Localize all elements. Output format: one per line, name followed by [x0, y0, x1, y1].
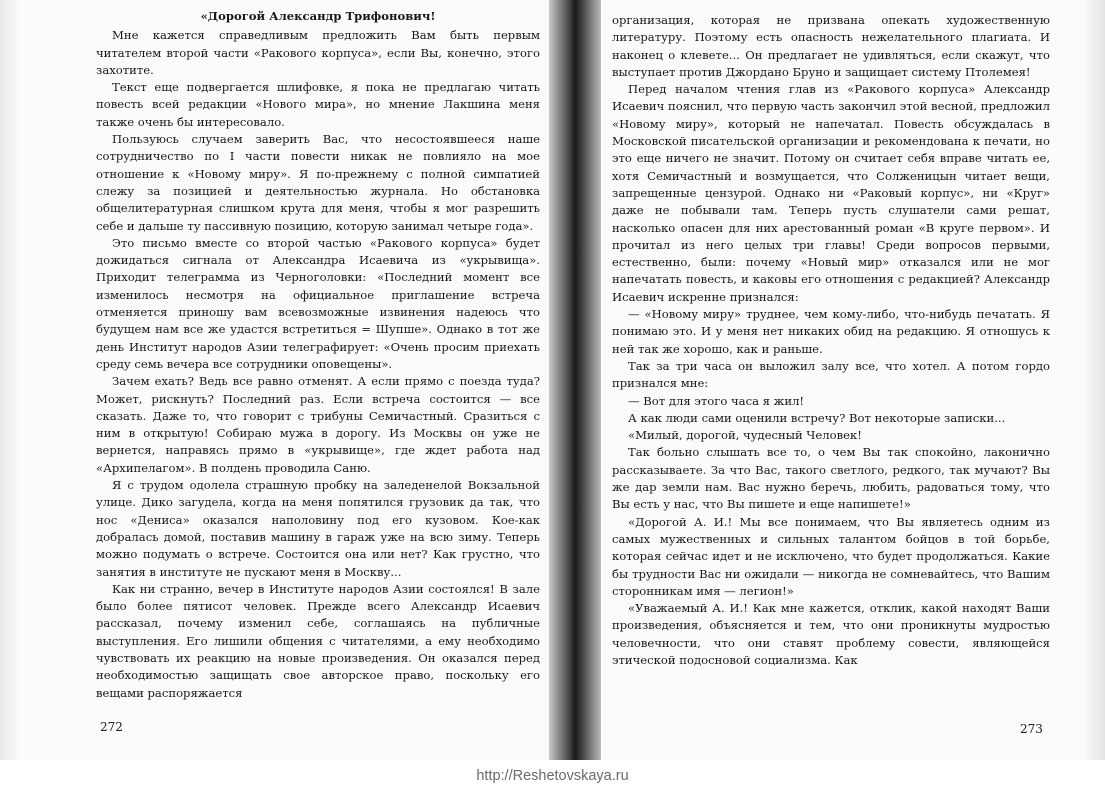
left-paragraph: Зачем ехать? Ведь все равно отменят. А если прямо с поезда туда? Может, рискнуть? Последний раз. Если встреча состоится — все сказать. Даже то, что говорит с трибуны Семичастный. Сразиться с ним в открытую! Собираю мужа в дорогу. Из Москвы он уже не вернется, направясь прямо в «укрывище», где ждет работа над «Архипелагом». В полдень проводила Саню. [96, 374, 540, 475]
source-url[interactable]: http://Reshetovskaya.ru [476, 768, 629, 784]
right-page-edge [1083, 0, 1105, 760]
right-paragraph: — Вот для этого часа я жил! [628, 393, 805, 408]
right-paragraph: Так за три часа он выложил залу все, что хотел. А потом гордо признался мне: [612, 358, 1050, 391]
right-paragraph: — «Новому миру» труднее, чем кому-либо, что-нибудь печатать. Я понимаю это. И у меня нет никаких обид на редакцию. Я отношусь к ней так же хорошо, как и раньше. [612, 307, 1050, 356]
left-page [96, 8, 540, 768]
left-paragraph: Текст еще подвергается шлифовке, я пока не предлагаю читать повесть всей редакции «Нового мира», но мнение Лакшина меня также очень бы интересовало. [96, 80, 540, 129]
right-page [612, 12, 1050, 772]
book-gutter [549, 0, 601, 760]
right-paragraph: «Милый, дорогой, чудесный Человек! [628, 428, 862, 443]
left-paragraph: Пользуюсь случаем заверить Вас, что несостоявшееся наше сотрудничество по I части повести никак не повлияло на мое отношение к «Новому миру». Я по-прежнему с полной симпатией слежу за позицией и деятельностью журнала. Но обстановка общелитературная слишком крута для меня, чтобы я мог разрешить себе и дальше ту пассивную позицию, которую занимал четыре года». [96, 132, 540, 233]
letter-heading: «Дорогой Александр Трифонович! [200, 9, 436, 23]
right-paragraph: Так больно слышать все то, о чем Вы так спокойно, лаконично рассказываете. За что Вас, такого светлого, редкого, так мучают? Вы же дар земли нам. Вас нужно беречь, любить, радоваться тому, что Вы есть у нас, что Вы пишете и еще напишете!» [612, 445, 1050, 512]
right-paragraph: «Уважаемый А. И.! Как мне кажется, отклик, какой находят Ваши произведения, объясняется и тем, что они проникнуты мудростью человечности, что они ставят проблему совести, являющейся этической подосновой социализма. Как [612, 601, 1050, 667]
left-paragraph: Мне кажется справедливым предложить Вам быть первым читателем второй части «Ракового корпуса», если Вы, конечно, этого захотите. [96, 28, 540, 77]
left-page-edge [0, 0, 20, 760]
left-page-number: 272 [100, 720, 123, 734]
right-page-number: 273 [1020, 722, 1043, 736]
left-paragraph: Я с трудом одолела страшную пробку на заледенелой Вокзальной улице. Дико загудела, когда на меня попятился грузовик да так, что нос «Дениса» оказался наполовину под его кузовом. Кое-как добралась домой, поставив машину в гараж уже на всю зиму. Теперь можно подумать о встрече. Состоится она или нет? Как грустно, что занятия в институте не пускают меня в Москву... [96, 478, 540, 579]
right-paragraph: А как люди сами оценили встречу? Вот некоторые записки... [628, 410, 1006, 425]
left-paragraph: Это письмо вместе со второй частью «Ракового корпуса» будет дожидаться сигнала от Александра Исаевича из «укрывища». Приходит телеграмма из Черноголовки: «Последний момент все изменилось несмотря на официальное приглашение встреча отменяется приношу вам всевозможные извинения надеюсь что будущем нам все же удастся встретиться = Шупше». Однако в тот же день Институт народов Азии телеграфирует: «Очень просим приехать среду семь вечера все сотрудники оповещены». [96, 235, 540, 371]
right-paragraph: «Дорогой А. И.! Мы все понимаем, что Вы являетесь одним из самых мужественных и сильных талантом бойцов в той борьбе, которая сейчас идет и не исключено, что будет продолжаться. Какие бы трудности Вас ни ожидали — никогда не сомневайтесь, что Вашим сторонникам имя — легион!» [612, 514, 1050, 598]
right-paragraph: организация, которая не призвана опекать художественную литературу. Поэтому есть опасность нежелательного плагиата. И наконец о клевете... Он предлагает не удивляться, если скажут, что выступает против Джордано Бруно и защищает систему Птолемея! [612, 13, 1050, 79]
right-paragraph: Перед началом чтения глав из «Ракового корпуса» Александр Исаевич пояснил, что первую часть закончил этой весной, предложил «Новому миру», который не напечатал. Повесть обсуждалась в Московской писательской организации и рекомендована к печати, но это еще ничего не значит. Потому он считает себя вправе читать ее, хотя Семичастный и возмущается, что Солженицын читает вещи, запрещенные цензурой. Однако ни «Раковый корпус», ни «Круг» даже не побывали там. Теперь пусть слушатели сами решат, насколько опасен для них арестованный роман «В круге первом». И прочитал из него целых три главы! Среди вопросов первыми, естественно, были: почему «Новый мир» отказался или не мог напечатать повесть, и каковы его отношения с редакцией? Александр Исаевич искренне признался: [612, 82, 1050, 304]
left-paragraph: Как ни странно, вечер в Институте народов Азии состоялся! В зале было более пятисот человек. Прежде всего Александр Исаевич рассказал, почему изменил себе, соглашаясь на публичные выступления. Его лишили общения с читателями, а ему необходимо чувствовать их реакцию на новые произведения. Он оказался перед необходимостью защищать свое авторское право, поскольку его вещами распоряжается [96, 581, 540, 700]
